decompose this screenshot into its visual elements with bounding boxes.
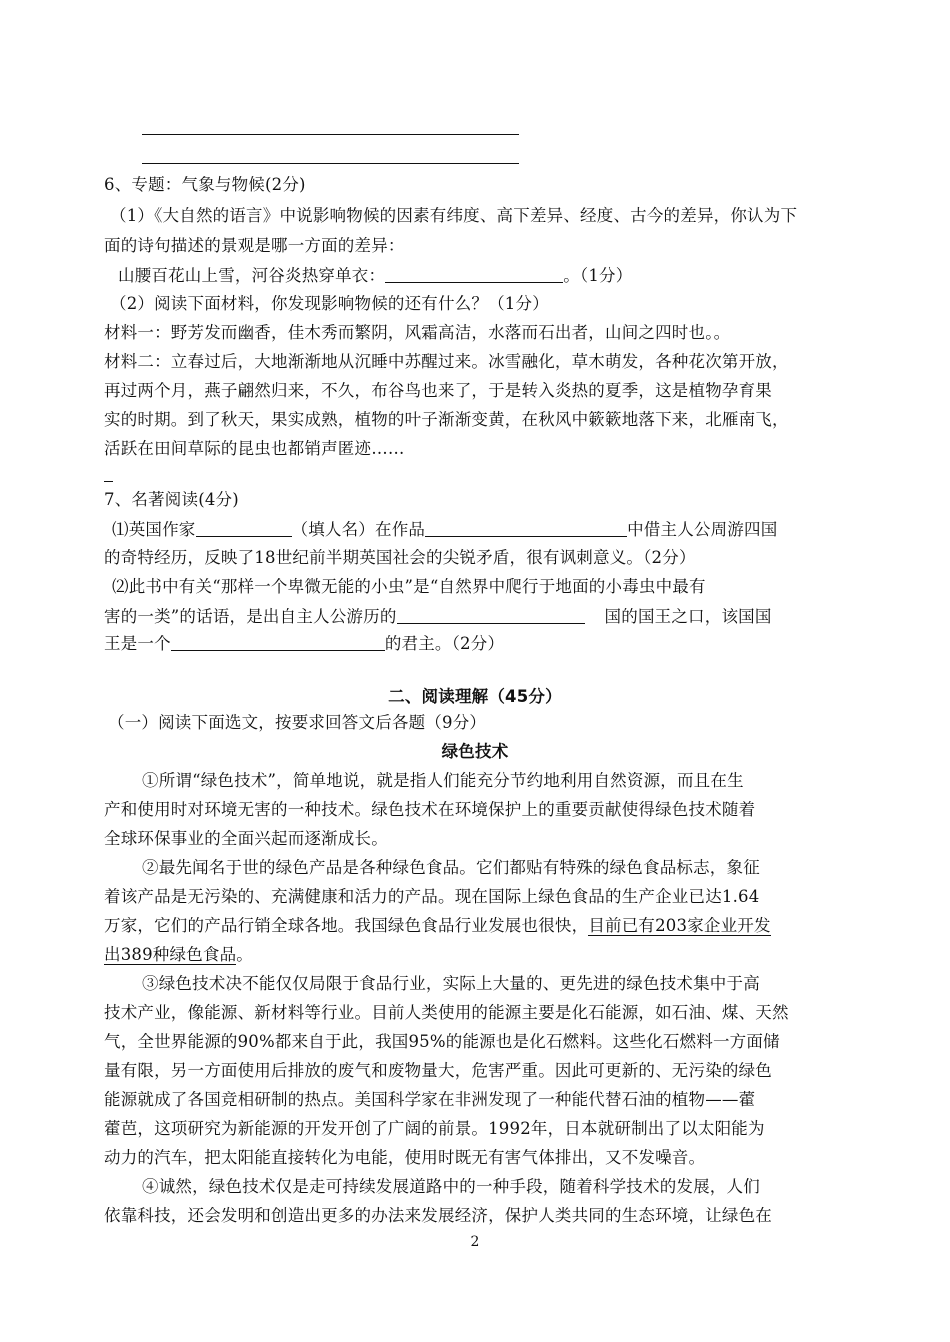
para4-line: ④诚然，绿色技术仅是走可持续发展道路中的一种手段，随着科学技术的发展，人们	[142, 1177, 760, 1196]
q6-title: 6、专题：气象与物候(2分)	[104, 175, 306, 194]
para2-line: 着该产品是无污染的、充满健康和活力的产品。现在国际上绿色食品的生产企业已达1.64	[104, 887, 760, 906]
para3-line: 气，全世界能源的90%都来自于此，我国95%的能源也是化石燃料。这些化石燃料一方面储	[104, 1032, 780, 1051]
author-blank[interactable]	[196, 519, 292, 537]
q7-p2-c: 王是一个	[104, 634, 171, 653]
para2-text: 万家，它们的产品行销全球各地。我国绿色食品行业发展也很快，	[104, 916, 589, 935]
q7-p2-a: 害的一类”的话语，是出自主人公游历的	[104, 607, 397, 626]
q6-sub1-intro-cont: 面的诗句描述的景观是哪一方面的差异：	[104, 236, 405, 255]
q6-answer-blank[interactable]	[385, 265, 563, 283]
para2-end: 。	[236, 945, 253, 964]
q6-material2-line: 材料二：立春过后，大地渐渐地从沉睡中苏醒过来。冰雪融化，草木萌发，各种花次第开放，	[104, 352, 789, 371]
q7-title: 7、名著阅读(4分)	[104, 490, 239, 509]
q7-p1-line	[112, 519, 862, 540]
work-blank[interactable]	[425, 519, 627, 537]
q7-p2-line2	[104, 606, 854, 627]
q7-p2-d: 的君主。（2分）	[384, 634, 505, 653]
answer-line	[142, 163, 519, 164]
country-blank[interactable]	[397, 606, 585, 624]
q7-p1-c: 中借主人公周游四国	[627, 520, 778, 539]
para3-line: 能源就成了各国竞相研制的热点。美国科学家在非洲发现了一种能代替石油的植物——藿	[104, 1090, 756, 1109]
q6-poem-suffix: 。（1分）	[563, 266, 633, 285]
q7-p2-line1: ⑵此书中有关“那样一个卑微无能的小虫”是“自然界中爬行于地面的小毒虫中最有	[112, 577, 706, 596]
answer-line	[142, 134, 519, 135]
para3-line: 技术产业，像能源、新材料等行业。目前人类使用的能源主要是化石能源，如石油、煤、天然	[104, 1003, 789, 1022]
para1-line: ①所谓“绿色技术”，简单地说，就是指人们能充分节约地利用自然资源，而且在生	[142, 771, 744, 790]
para2-underlined: 目前已有203家企业开发	[588, 916, 771, 935]
q7-p2-line3	[104, 633, 854, 654]
para1-line: 产和使用时对环境无害的一种技术。绿色技术在环境保护上的重要贡献使得绿色技术随着	[104, 800, 756, 819]
q6-material2-line: 活跃在田间草际的昆虫也都销声匿迹……	[104, 439, 405, 458]
article-title: 绿色技术	[441, 742, 509, 761]
answer-line-short	[104, 481, 113, 482]
q6-material1: 材料一：野芳发而幽香，佳木秀而繁阴，风霜高洁，水落而石出者，山间之四时也。。	[104, 323, 731, 342]
para2-line	[104, 945, 854, 965]
para2-line	[104, 916, 854, 936]
para3-line: 藿芭，这项研究为新能源的开发开创了广阔的前景。1992年，日本就研制出了以太阳能为	[104, 1119, 765, 1138]
q6-sub2: （2）阅读下面材料，你发现影响物候的还有什么？（1分）	[110, 294, 549, 313]
q7-p2-b: 国的国王之口，该国国	[604, 607, 772, 626]
para1-line: 全球环保事业的全面兴起而逐渐成长。	[104, 829, 388, 848]
section-heading: 二、阅读理解（45分）	[388, 687, 562, 706]
para2-underlined: 出389种绿色食品	[104, 945, 237, 964]
q7-p1-line2: 的奇特经历，反映了18世纪前半期英国社会的尖锐矛盾，很有讽刺意义。（2分）	[104, 548, 696, 567]
para4-line: 依靠科技，还会发明和创造出更多的办法来发展经济，保护人类共同的生态环境，让绿色在	[104, 1206, 772, 1225]
para3-line: 动力的汽车，把太阳能直接转化为电能，使用时既无有害气体排出，又不发噪音。	[104, 1148, 706, 1167]
para3-line: 量有限，另一方面使用后排放的废气和废物量大，危害严重。因此可更新的、无污染的绿色	[104, 1061, 772, 1080]
para3-line: ③绿色技术决不能仅仅局限于食品行业，实际上大量的、更先进的绿色技术集中于高	[142, 974, 760, 993]
para2-line: ②最先闻名于世的绿色产品是各种绿色食品。它们都贴有特殊的绿色食品标志，象征	[142, 858, 760, 877]
q6-poem-line	[118, 265, 868, 286]
q7-p1-b: （填人名）在作品	[291, 520, 426, 539]
q6-poem: 山腰百花山上雪，河谷炎热穿单衣：	[118, 266, 386, 285]
q6-material2-line: 再过两个月，燕子翩然归来，不久，布谷鸟也来了，于是转入炎热的夏季，这是植物孕育果	[104, 381, 772, 400]
q7-p1-a: ⑴英国作家	[112, 520, 196, 539]
king-blank[interactable]	[171, 633, 385, 651]
q6-material2-line: 实的时期。到了秋天，果实成熟，植物的叶子渐渐变黄，在秋风中簌簌地落下来，北雁南飞，	[104, 410, 789, 429]
page-number: 2	[470, 1234, 480, 1250]
section-sub-intro: （一）阅读下面选文，按要求回答文后各题（9分）	[108, 713, 487, 732]
q6-sub1-intro: （1）《大自然的语言》中说影响物候的因素有纬度、高下差异、经度、古今的差异，你认为下	[110, 206, 798, 225]
